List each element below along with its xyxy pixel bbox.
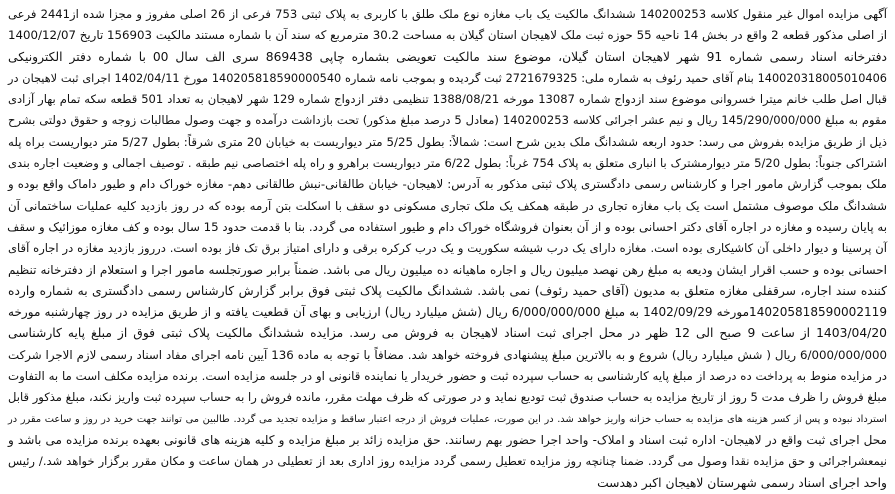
notice-line-14: کننده سند اجاره، سرقفلی مغازه متعلق به مدیون (آقای حمید رئوف) نمی باشد. ششدانگ مالکیت پلاک ثبتی فوق برابر گزارش کارشناس رسمی دادگستری به شماره وارده [8,283,887,298]
notice-line-2: از اصلی مذکور قطعه 2 واقع در بخش 14 ناحیه 55 حوزه ثبت ملک لاهیجان استان گیلان به مساحت 30.2 مترمربع که سند آن با شماره مستند مالکیت 156903 تاریخ 1400/12/07 [8,28,888,43]
notice-line-16: 1403/04/20 از ساعت 9 صبح الی 12 ظهر در محل اجرای ثبت اسناد لاهیجان به فروش می رسد. مزایده ششدانگ مالکیت پلاک ثبتی فوق از مبلغ پایه کارشناسی [8,326,887,341]
notice-line-21: محل اجرای ثبت واقع در لاهیجان- اداره ثبت اسناد و املاک- واحد اجرا حضور بهم رسانند. حق مزایده زائد بر مبلغ مزایده و کلیه هزینه های قانونی بعهده برنده مزایده می باشد و [8,432,887,447]
notice-line-9: ملک بموجب گزارش مامور اجرا و کارشناس رسمی دادگستری پلاک ثبتی مذکور به آدرس: لاهیجان- خیابان طالقانی-نبش طالقانی دهم- مغازه خوراک دام و طیور داماک واقع بوده و [8,177,887,192]
notice-line-3: دفترخانه اسناد رسمی شماره 91 شهر لاهیجان استان گیلان، موضوع سند مالکیت تعویضی بشماره چاپی 869438 سری الف سال 00 با شماره دفتر الکترونیکی [8,49,887,64]
notice-line-22: نیمعشراجرائی و حق مزایده نقدا وصول می گردد. ضمنا چنانچه روز مزایده تعطیل رسمی گردد مزایده روز اداری بعد از تعطیلی در همان ساعت و مکان مقرر برگزار خواهد شد./ رئیس [8,454,887,469]
notice-line-20: استرداد نبوده و پس از کسر هزینه های مزایده به حساب خزانه واریز خواهد شد. در این صورت، عملیات فروش از درجه اعتبار ساقط و مزایده تجدید می گردد. طالبین می توانند جهت خرید در روز و ساعت مقرر در [8,413,887,425]
notice-line-18: در مزایده منوط به پرداخت ده درصد از مبلغ پایه کارشناسی به حساب سپرده ثبت و حضور خریدار یا نماینده قانونی او در جلسه مزایده است. برنده مزایده مکلف است ما به التفاوت [8,369,887,384]
notice-line-1: آگهی مزایده اموال غیر منقول کلاسه 140200253 ششدانگ مالکیت یک باب مغازه نوع ملک طلق با کاربری به پلاک ثبتی 753 فرعی از 26 اصلی مفروز و مجزا شده از2441 فرعی [8,7,888,21]
notice-line-8: اشتراکی جنوباً: بطول 5/20 متر دیوارمشترک با انباری متعلق به پلاک 754 غرباً: بطول 6/22 متر دیواریست براهرو و راه پله اختصاصی نیم طبقه . توصیف اجمالی و وضعیت اجاره بندی [8,156,887,171]
notice-signature-line: واحد اجرای اسناد رسمی شهرستان لاهیجان اکبر دهدست [597,475,887,490]
notice-line-12: آن پرسینا و دیوار داخلی آن کاشیکاری بوده است. مغازه دارای یک درب شیشه سکوریت و یک درب کرکره برقی و دارای امتیاز برق تک فاز بوده است. درروز بازدید مغازه در اجاره آقای [8,241,887,256]
notice-line-10: ششدانگ ملک موصوف مشتمل است یک باب مغازه تجاری در طبقه همکف یک ملک تجاری مسکونی دو سقف با اسکلت بتن آرمه بوده که در روز بازدید کلیه عملیات ساختمانی آن [8,198,887,213]
notice-line-19: مبلغ فروش را ظرف مدت 5 روز از تاریخ مزایده به حساب صندوق ثبت تودیع نماید و در صورتی که ظرف مهلت مقرر، مانده فروش را به حساب سپرده ثبت واریز نکند، مبلغ مذکور قابل [8,390,887,405]
notice-line-6: مقوم به مبلغ 145/290/000/000 ریال و نیم عشر اجرائی کلاسه 140200253 (معادل 5 درصد مبلغ مذکور) تحت بازداشت درآمده و جهت وصول مطالبات زوجه و حقوق دولتی بشرح [8,113,887,128]
notice-line-17: 6/000/000/000 ریال ( شش میلیارد ریال) شروع و به بالاترین مبلغ پیشنهادی فروخته خواهد شد. مضافاً با توجه به ماده 136 آیین نامه اجرای مفاد اسناد رسمی لازم الاجرا شرکت [8,347,887,362]
notice-line-5: قبال اصل طلب خانم میترا خسروانی موضوع سند ازدواج شماره 13087 مورخه 1388/08/21 تنظیمی دفتر ازدواج شماره 129 شهر لاهیجان به تعداد 501 قطعه سکه تمام بهار آزادی [8,92,887,107]
notice-line-11: به پایان رسیده و مغازه در اجاره آقای دکتر احسانی بوده و از آن بعنوان فروشگاه خوراک دام و طیور استفاده می گردد. بنا با قدمت حدود 15 سال بوده و کف مغازه موزائیک و سقف [7,219,887,234]
notice-line-4: 140020318005010406 بنام آقای حمید رئوف به شماره ملی: 2721679325 ثبت گردیده و بموجب نامه شماره 140205818590000540 مورخ 1402/04/11 اجرای ثبت لاهیجان در [8,71,887,85]
notice-line-7: ذیل از طریق مزایده بفروش می رسد: حدود اربعه ششدانگ ملک بدین شرح است: شمالاً: بطول 5/25 متر دیواریست به خیابان 20 متری شرقاً: بطول 5/27 متر دیواریست براه پله [8,134,887,149]
notice-line-13: احسانی بوده و حسب اقرار ایشان ودیعه به مبلغ رهن نهصد میلیون ریال و اجاره ماهیانه ده میلیون ریال می باشد. ضمناً برابر صورتجلسه مامور اجرا و استعلام از دفترخانه تنظیم [8,262,887,277]
notice-line-15: 140205818590002119مورخه 1402/09/29 به مبلغ 6/000/000/000 ریال (شش میلیارد ریال) ارزیابی و بهای آن قطعیت یافته و از طریق مزایده در روز چهارشنبه مورخه [8,305,887,320]
